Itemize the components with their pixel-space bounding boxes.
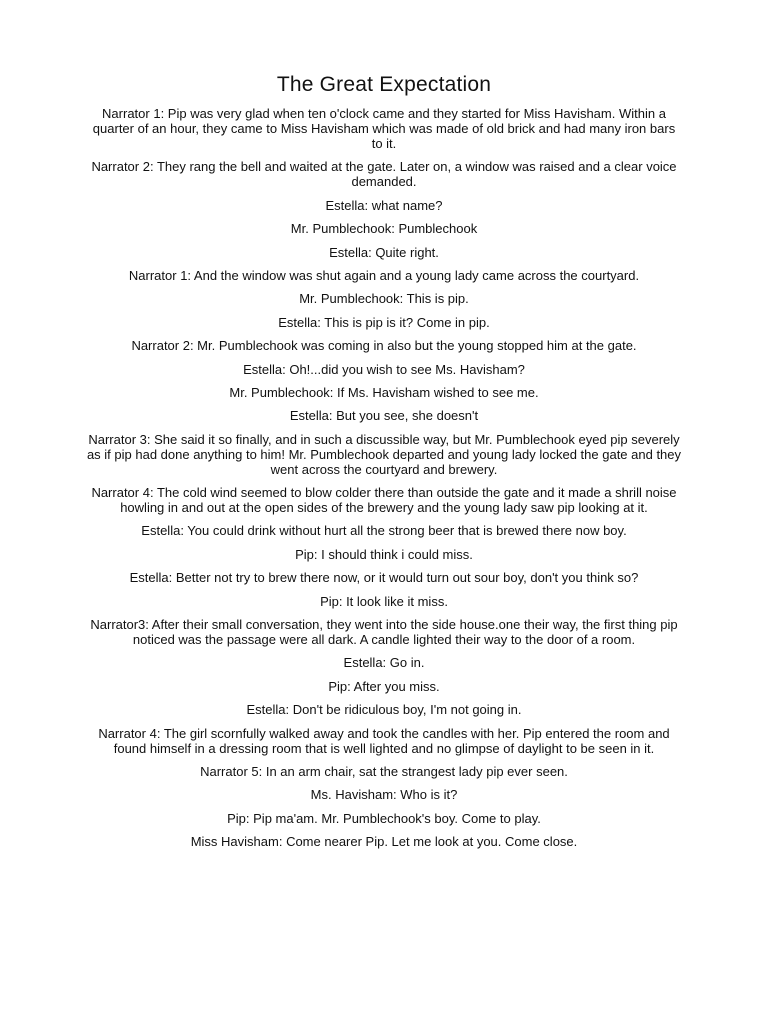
script-line: Estella: Better not try to brew there now, or it would turn out sour boy, don't you think so? xyxy=(129,570,639,586)
script-line: Miss Havisham: Come nearer Pip. Let me look at you. Come close. xyxy=(190,834,578,850)
script-line: Pip: I should think i could miss. xyxy=(295,546,473,562)
script-line: Mr. Pumblechook: This is pip. xyxy=(299,291,469,307)
script-line: Ms. Havisham: Who is it? xyxy=(310,787,458,803)
script-line: Estella: Quite right. xyxy=(329,244,439,260)
script-line: Narrator 4: The girl scornfully walked away and took the candles with her. Pip entered the room and found himself in a dressing room that is well lighted and no glimpse of daylight to be seen in it. xyxy=(98,725,670,756)
script-line: Narrator 5: In an arm chair, sat the strangest lady pip ever seen. xyxy=(200,763,568,779)
script-line: Estella: Go in. xyxy=(343,655,425,671)
script-line: Estella: You could drink without hurt all the strong beer that is brewed there now boy. xyxy=(141,523,627,539)
script-line: Narrator 1: And the window was shut again and a young lady came across the courtyard. xyxy=(128,267,640,283)
script-line: Narrator 2: Mr. Pumblechook was coming in also but the young stopped him at the gate. xyxy=(131,338,637,354)
script-line: Narrator 2: They rang the bell and waited at the gate. Later on, a window was raised and a clear voice demanded. xyxy=(91,159,677,190)
script-line: Estella: Oh!...did you wish to see Ms. Havisham? xyxy=(243,361,525,377)
script-line: Estella: This is pip is it? Come in pip. xyxy=(278,314,490,330)
script-line: Estella: Don't be ridiculous boy, I'm not going in. xyxy=(246,702,522,718)
script-line: Narrator 4: The cold wind seemed to blow colder there than outside the gate and it made a shrill noise howling in and out at the open sides of the brewery and the young lady saw pip looking at it. xyxy=(91,485,677,516)
script-line: Estella: But you see, she doesn't xyxy=(289,408,479,424)
script-line: Narrator 3: She said it so finally, and in such a discussible way, but Mr. Pumblechook eyed pip severely as if pip had done anything to him! Mr. Pumblechook departed and young lady locked the gate and they went across the courtyard and brewery. xyxy=(86,431,682,477)
script-line: Narrator3: After their small conversation, they went into the side house.one their way, the first thing pip noticed was the passage were all dark. A candle lighted their way to the door of a room. xyxy=(90,617,678,648)
script-line: Pip: After you miss. xyxy=(328,678,440,694)
script-line: Pip: Pip ma'am. Mr. Pumblechook's boy. Come to play. xyxy=(227,810,541,826)
script-line: Narrator 1: Pip was very glad when ten o'clock came and they started for Miss Havisham. Within a quarter of an hour, they came to Miss Havisham which was made of old brick and had many iron bars to it. xyxy=(92,106,676,151)
script-line: Mr. Pumblechook: Pumblechook xyxy=(290,221,478,237)
document-title: The Great Expectation xyxy=(276,73,492,96)
script-line: Pip: It look like it miss. xyxy=(320,593,448,609)
script-line: Mr. Pumblechook: If Ms. Havisham wished to see me. xyxy=(229,384,539,400)
script-line: Estella: what name? xyxy=(325,197,443,213)
